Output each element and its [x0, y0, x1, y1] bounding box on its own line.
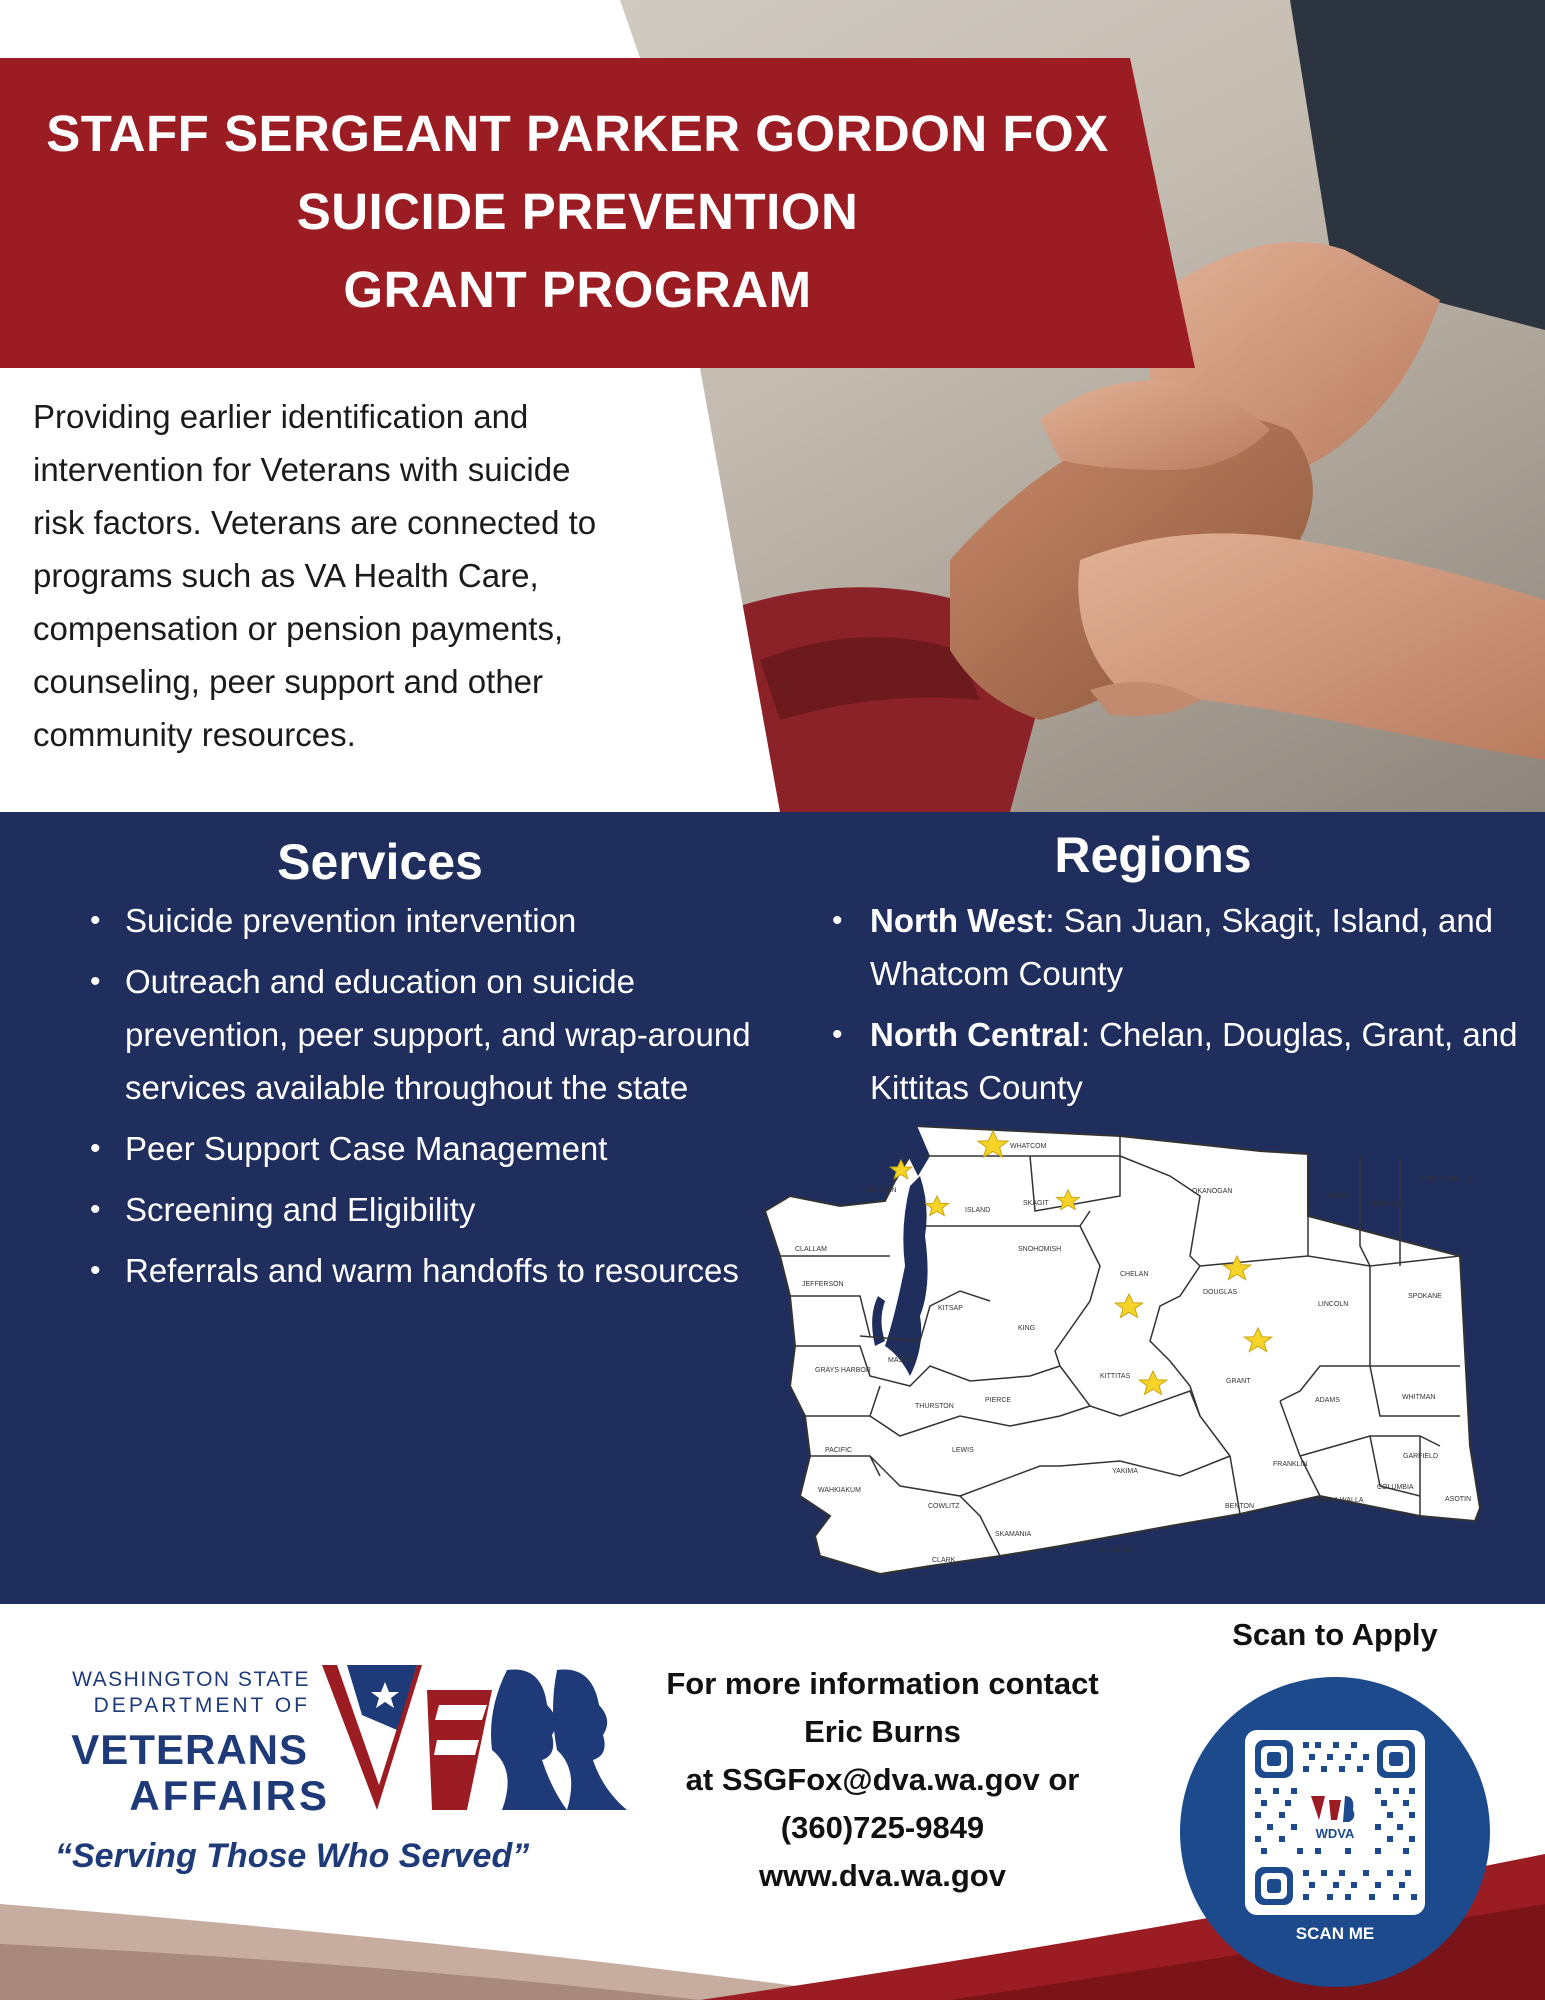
intro-line: risk factors. Veterans are connected to	[33, 504, 597, 541]
title-line-1: STAFF SERGEANT PARKER GORDON FOX	[46, 105, 1109, 162]
county-label: ASOTIN	[1445, 1496, 1472, 1503]
title-line-3: GRANT PROGRAM	[343, 261, 812, 318]
county-label: JEFFERSON	[802, 1281, 844, 1288]
region-name: North Central	[870, 1016, 1081, 1053]
county-label: SNOHOMISH	[1018, 1246, 1062, 1253]
county-label: WAHKIAKUM	[818, 1487, 861, 1494]
county-label: SKAGIT	[1023, 1200, 1049, 1207]
county-label: WHITMAN	[1402, 1394, 1436, 1401]
intro-line: intervention for Veterans with suicide	[33, 451, 571, 488]
logo-line: AFFAIRS	[129, 1772, 330, 1819]
scan-to-apply-heading: Scan to Apply	[1232, 1617, 1438, 1652]
regions-item	[780, 894, 1520, 1000]
county-label: ISLAND	[965, 1207, 991, 1214]
services-item: • Screening and Eligibility	[0, 1183, 760, 1236]
logo-tagline: “Serving Those Who Served”	[55, 1837, 530, 1875]
county-label: THURSTON	[915, 1403, 954, 1410]
regions-list	[780, 894, 1520, 1122]
county-label: OKANOGAN	[1192, 1188, 1233, 1195]
intro-line: programs such as VA Health Care,	[33, 557, 539, 594]
county-label: WALLA WALLA	[1315, 1497, 1364, 1504]
services-item: • Outreach and education on suicide prevention, peer support, and wrap-around services available throughout the state	[0, 955, 760, 1114]
services-item: • Suicide prevention intervention	[0, 894, 760, 947]
county-label: SKAMANIA	[995, 1531, 1032, 1538]
county-label: GARFIELD	[1403, 1453, 1439, 1460]
county-label: STEVENS	[1368, 1201, 1401, 1208]
intro-line: Providing earlier identification and	[33, 398, 529, 435]
services-heading: Services	[277, 834, 483, 890]
region-counties: : San Juan, Skagit, Island, and Whatcom County	[870, 902, 1494, 992]
intro-line: compensation or pension payments,	[33, 610, 564, 647]
logo-line: VETERANS	[71, 1726, 308, 1773]
county-label: FRANKLIN	[1273, 1461, 1308, 1468]
regions-item	[780, 1008, 1520, 1114]
county-label: DOUGLAS	[1203, 1289, 1238, 1296]
services-item: • Peer Support Case Management	[0, 1122, 760, 1175]
washington-county-map	[760, 1116, 1490, 1596]
county-label: COLUMBIA	[1377, 1484, 1414, 1491]
contact-line: For more information contact	[666, 1666, 1099, 1701]
services-item: • Referrals and warm handoffs to resources	[0, 1244, 760, 1297]
county-label: MASON	[888, 1357, 914, 1364]
qr-code-icon	[1245, 1730, 1425, 1915]
contact-info	[610, 1660, 1155, 1900]
county-label: GRAYS HARBOR	[815, 1367, 871, 1374]
contact-phone[interactable]: (360)725-9849	[780, 1810, 985, 1845]
county-label: LINCOLN	[1318, 1301, 1349, 1308]
logo-line: DEPARTMENT OF	[93, 1694, 310, 1717]
services-list	[0, 894, 760, 1305]
qr-center-text: WDVA	[1315, 1826, 1355, 1841]
regions-heading: Regions	[1054, 827, 1252, 883]
county-label: PIERCE	[985, 1397, 1012, 1404]
county-label: FERRY	[1327, 1193, 1351, 1200]
region-counties: : Chelan, Douglas, Grant, and Kittitas County	[870, 1016, 1518, 1106]
county-label: GRANT	[1226, 1378, 1251, 1385]
title-line-2: SUICIDE PREVENTION	[296, 183, 859, 240]
scan-me-label: SCAN ME	[1295, 1924, 1375, 1943]
contact-website[interactable]: www.dva.wa.gov	[759, 1858, 1006, 1893]
county-label: KLICKITAT	[1100, 1547, 1135, 1554]
county-label: KITSAP	[938, 1305, 963, 1312]
intro-line: counseling, peer support and other	[33, 663, 544, 700]
county-label: KITTITAS	[1100, 1373, 1131, 1380]
contact-email[interactable]: at SSGFox@dva.wa.gov or	[685, 1762, 1080, 1797]
va-emblem-icon	[317, 1660, 637, 1825]
county-label: BENTON	[1225, 1503, 1255, 1510]
contact-name: Eric Burns	[804, 1714, 961, 1749]
county-label: COWLITZ	[928, 1503, 960, 1510]
intro-paragraph	[33, 390, 713, 761]
county-label: KING	[1018, 1325, 1036, 1332]
county-label: CHELAN	[1120, 1271, 1149, 1278]
county-label: PACIFIC	[825, 1447, 853, 1454]
county-label: WHATCOM	[1010, 1143, 1047, 1150]
region-name: North West	[870, 902, 1046, 939]
county-label: PEND OREILLE	[1422, 1176, 1473, 1183]
county-label: YAKIMA	[1112, 1468, 1138, 1475]
qr-code[interactable]	[1245, 1730, 1425, 1915]
county-label: CLARK	[932, 1557, 956, 1564]
county-label: LEWIS	[952, 1447, 974, 1454]
page-title	[0, 95, 1155, 329]
county-label: ADAMS	[1315, 1397, 1340, 1404]
intro-line: community resources.	[33, 716, 356, 753]
county-label: SAN JUAN	[862, 1187, 897, 1194]
county-label: SPOKANE	[1408, 1293, 1442, 1300]
county-label: CLALLAM	[795, 1246, 827, 1253]
logo-line: WASHINGTON STATE	[72, 1668, 310, 1691]
